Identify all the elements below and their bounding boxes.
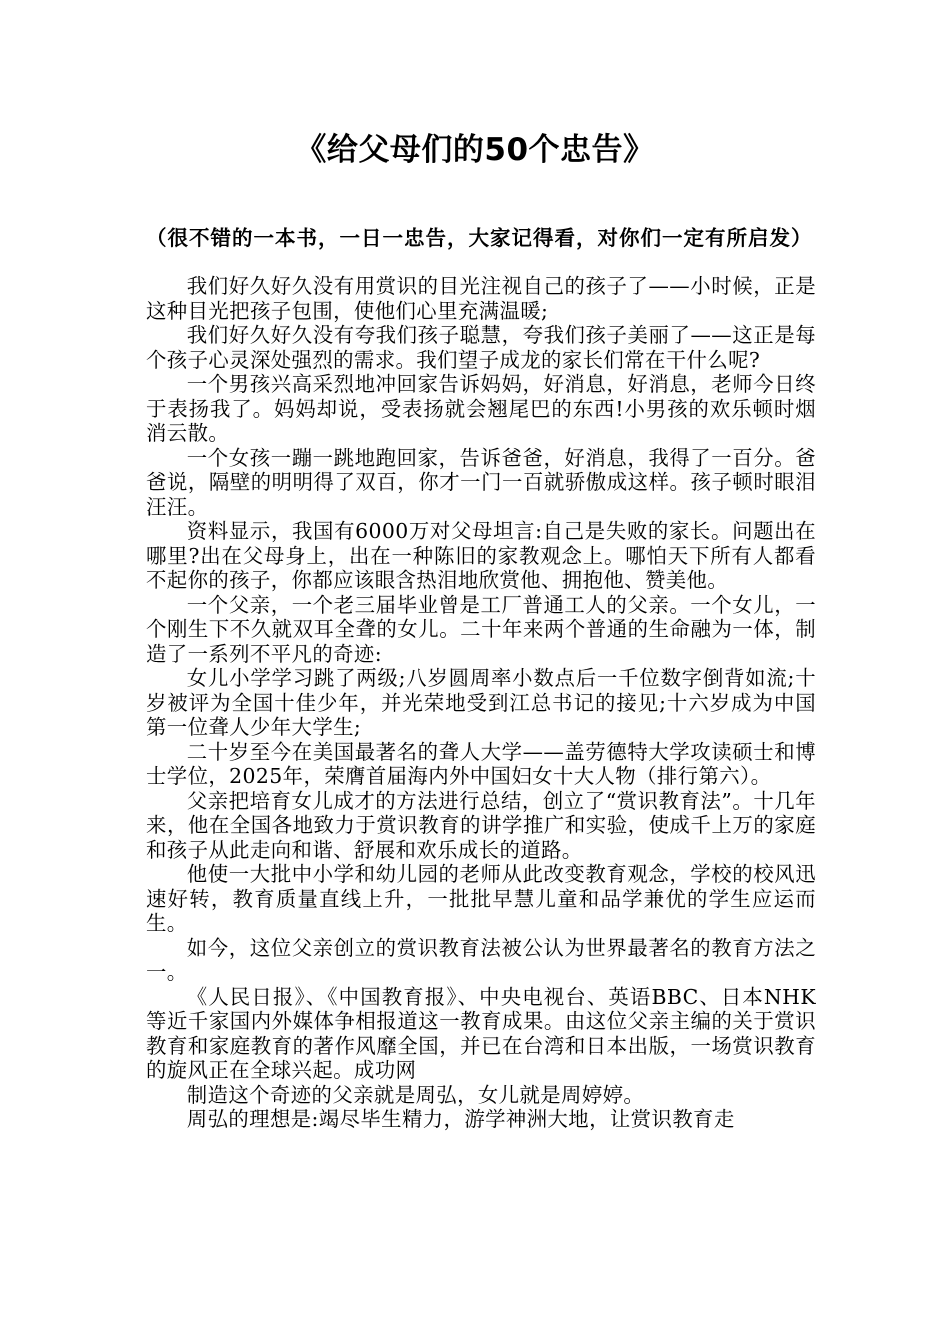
paragraph: 一个女孩一蹦一跳地跑回家，告诉爸爸，好消息，我得了一百分。爸爸说，隔壁的明明得了双百，你才一门一百就骄傲成这样。孩子顿时眼泪汪汪。	[146, 445, 816, 519]
intro-note: （很不错的一本书，一日一忠告，大家记得看，对你们一定有所启发）	[146, 226, 813, 250]
paragraph: 一个男孩兴高采烈地冲回家告诉妈妈，好消息，好消息，老师今日终于表扬我了。妈妈却说，受表扬就会翘尾巴的东西!小男孩的欢乐顿时烟消云散。	[146, 372, 816, 445]
paragraph: 父亲把培育女儿成才的方法进行总结，创立了“赏识教育法”。十几年来，他在全国各地致力于赏识教育的讲学推广和实验，使成千上万的家庭和孩子从此走向和谐、舒展和欢乐成长的道路。	[146, 788, 816, 862]
paragraph: 制造这个奇迹的父亲就是周弘，女儿就是周婷婷。	[186, 1082, 645, 1107]
paragraph: 一个父亲，一个老三届毕业曾是工厂普通工人的父亲。一个女儿，一个刚生下不久就双耳全聋的女儿。二十年来两个普通的生命融为一体，制造了一系列不平凡的奇迹:	[146, 592, 816, 666]
paragraph: 二十岁至今在美国最著名的聋人大学——盖劳德特大学攻读硕士和博士学位，2025年，荣膺首届海内外中国妇女十大人物（排行第六）。	[146, 739, 816, 788]
paragraph: 周弘的理想是:竭尽毕生精力，游学神洲大地，让赏识教育走	[186, 1107, 735, 1131]
paragraph: 我们好久好久没有用赏识的目光注视自己的孩子了——小时候，正是这种目光把孩子包围，使他们心里充满温暖;	[146, 274, 816, 323]
paragraph: 女儿小学学习跳了两级;八岁圆周率小数点后一千位数字倒背如流;十岁被评为全国十佳少年，并光荣地受到江总书记的接见;十六岁成为中国第一位聋人少年大学生;	[146, 666, 816, 739]
paragraph: 我们好久好久没有夸我们孩子聪慧，夸我们孩子美丽了——这正是每个孩子心灵深处强烈的需求。我们望子成龙的家长们常在干什么呢?	[146, 323, 816, 372]
document-title: 《给父母们的50个忠告》	[295, 132, 655, 168]
paragraph: 资料显示，我国有6000万对父母坦言:自己是失败的家长。问题出在哪里?出在父母身上，出在一种陈旧的家教观念上。哪怕天下所有人都看不起你的孩子，你都应该眼含热泪地欣赏他、拥抱他、赞美他。	[146, 519, 816, 592]
paragraph: 他使一大批中小学和幼儿园的老师从此改变教育观念，学校的校风迅速好转，教育质量直线上升，一批批早慧儿童和品学兼优的学生应运而生。	[146, 862, 816, 935]
document-body	[146, 274, 816, 1132]
paragraph: 《人民日报》、《中国教育报》、中央电视台、英语BBC、日本NHK等近千家国内外媒体争相报道这一教育成果。由这位父亲主编的关于赏识教育和家庭教育的著作风靡全国，并已在台湾和日本出版，一场赏识教育的旋风正在全球兴起。成功网	[146, 984, 816, 1082]
paragraph: 如今，这位父亲创立的赏识教育法被公认为世界最著名的教育方法之一。	[146, 935, 816, 984]
